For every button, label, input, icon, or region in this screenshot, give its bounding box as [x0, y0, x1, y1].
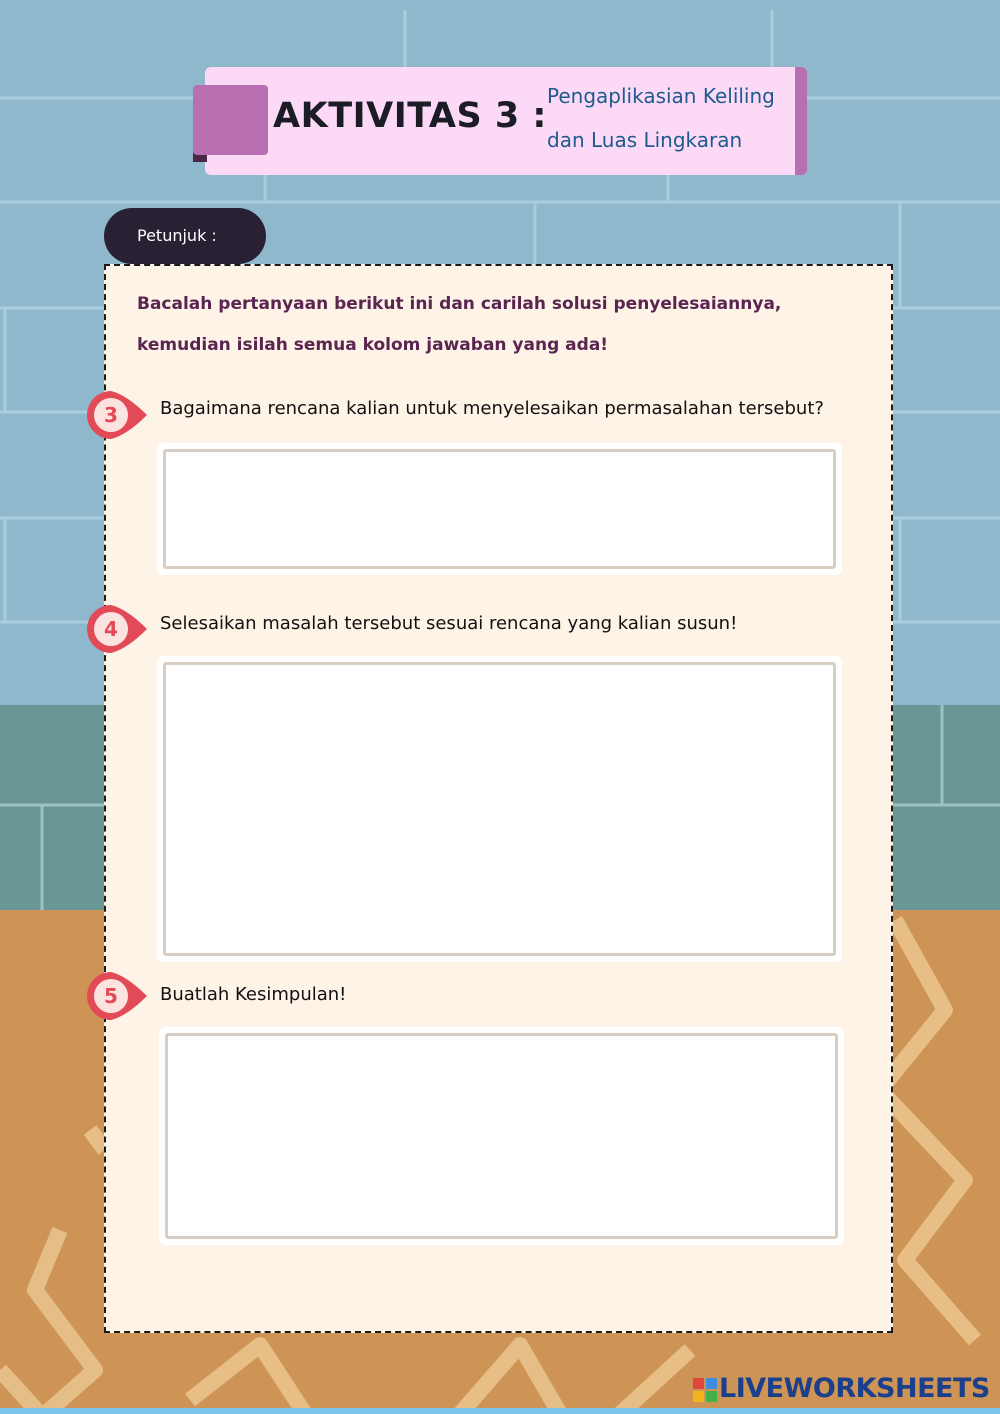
question-marker-3 [85, 389, 149, 441]
question-number: 4 [104, 617, 118, 641]
answer-field-4[interactable] [163, 662, 836, 956]
question-marker-5 [85, 970, 149, 1022]
question-number: 3 [104, 403, 118, 427]
answer-field-5[interactable] [165, 1033, 838, 1239]
answer-field-3[interactable] [163, 449, 836, 569]
question-text-3: Bagaimana rencana kalian untuk menyelesaikan permasalahan tersebut? [160, 398, 824, 419]
instructions-label: Petunjuk : [137, 226, 217, 245]
activity-subtitle-line2: dan Luas Lingkaran [547, 128, 743, 152]
liveworksheets-logo-icon [693, 1378, 717, 1402]
question-number: 5 [104, 984, 118, 1008]
instructions-text: Bacalah pertanyaan berikut ini dan carilah solusi penyelesaiannya, kemudian isilah semua kolom jawaban yang ada! [137, 294, 782, 355]
banner-tab [193, 85, 268, 155]
question-text-5: Buatlah Kesimpulan! [160, 984, 347, 1005]
brand-name: LIVEWORKSHEETS [719, 1373, 990, 1404]
banner-edge [795, 67, 807, 175]
activity-title: AKTIVITAS 3 : [273, 96, 547, 136]
activity-subtitle-line1: Pengaplikasian Keliling [547, 84, 775, 108]
question-marker-4 [85, 603, 149, 655]
question-text-4: Selesaikan masalah tersebut sesuai rencana yang kalian susun! [160, 613, 738, 634]
